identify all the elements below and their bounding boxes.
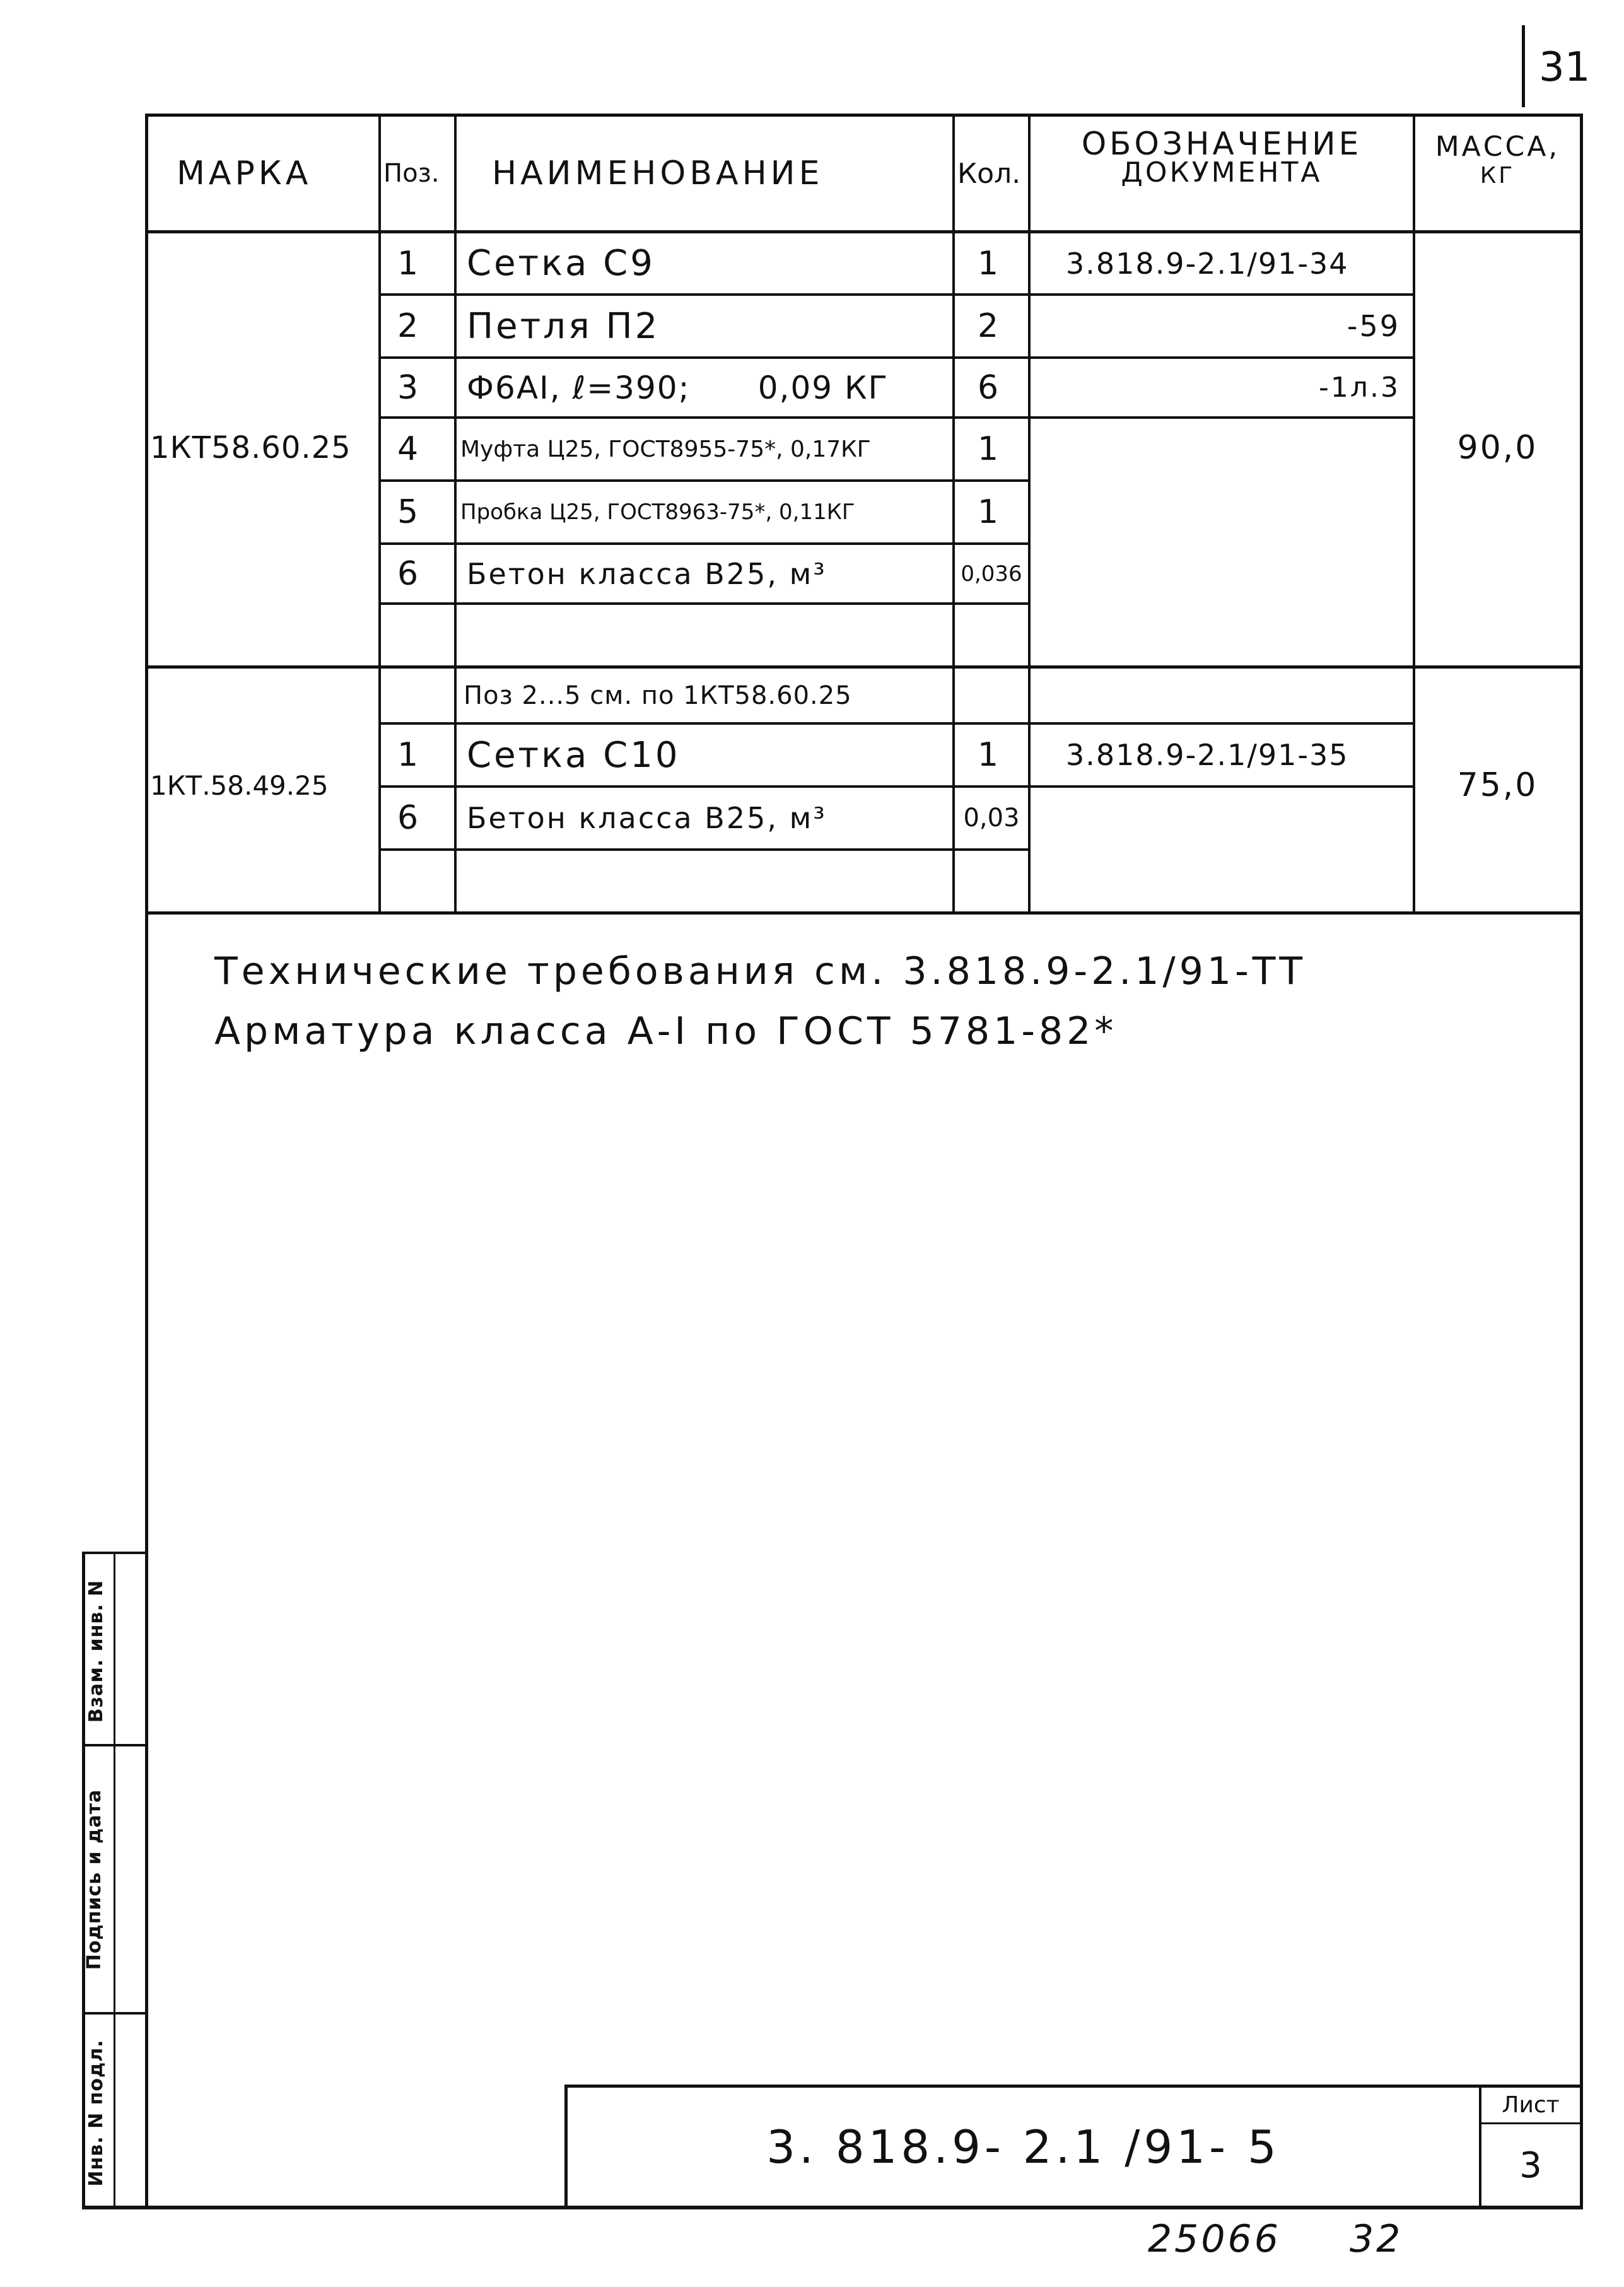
table-row-poz: 1 bbox=[397, 736, 421, 774]
header-name: НАИМЕНОВАНИЕ bbox=[492, 155, 824, 192]
notes-line-1: Технические требования см. 3.818.9-2.1/91-ТТ bbox=[214, 949, 1307, 993]
header-oboz bbox=[1031, 126, 1413, 189]
header-kol: Кол. bbox=[957, 157, 1021, 190]
table-row-poz: 3 bbox=[397, 368, 421, 407]
notes-line-2: Арматура класса А-I по ГОСТ 5781-82* bbox=[214, 1009, 1118, 1053]
table-row-name: Сетка С10 bbox=[467, 734, 681, 776]
table-row-kol: 1 bbox=[978, 430, 1001, 468]
table-row-kol: 1 bbox=[978, 493, 1001, 531]
table-row-name: Бетон класса В25, м³ bbox=[467, 801, 827, 835]
side-stamp-vzam-inv: Взам. инв. N bbox=[85, 1579, 107, 1723]
table-row-name: Петля П2 bbox=[467, 305, 660, 347]
header-marka: МАРКА bbox=[177, 155, 312, 192]
table-row-poz: 2 bbox=[397, 307, 421, 345]
table-row-poz: 5 bbox=[397, 493, 421, 531]
group2-massa: 75,0 bbox=[1457, 766, 1538, 804]
table-row-poz: 4 bbox=[397, 430, 421, 468]
table-row-name: Бетон класса В25, м³ bbox=[467, 556, 827, 591]
header-massa-line1: МАССА, bbox=[1435, 131, 1560, 163]
doc-code: 3. 818.9- 2.1 /91- 5 bbox=[766, 2120, 1280, 2173]
side-stamp-inv-podl: Инв. N подл. bbox=[85, 2039, 107, 2187]
table-row-poz: 1 bbox=[397, 244, 421, 283]
group1-massa: 90,0 bbox=[1457, 429, 1538, 467]
header-massa-line2: КГ bbox=[1480, 163, 1516, 189]
list-label: Лист bbox=[1502, 2092, 1560, 2118]
archive-number: 25066 bbox=[1148, 2217, 1281, 2261]
table-row-oboz: -1л.3 bbox=[1319, 371, 1400, 404]
table-row-oboz: 3.818.9-2.1/91-34 bbox=[1066, 246, 1349, 281]
table-row-kol: 1 bbox=[978, 244, 1001, 283]
table-row-name: Ф6АI, ℓ=390; 0,09 КГ bbox=[467, 369, 889, 406]
table-row-kol: 0,036 bbox=[961, 561, 1022, 587]
group1-marka: 1КТ58.60.25 bbox=[150, 430, 351, 465]
list-number: 3 bbox=[1519, 2144, 1542, 2186]
header-oboz-line2: ДОКУМЕНТА bbox=[1121, 156, 1323, 189]
header-oboz-line1: ОБОЗНАЧЕНИЕ bbox=[1081, 126, 1362, 162]
table-row-kol: 0,03 bbox=[963, 804, 1020, 833]
page-number-bottom: 32 bbox=[1350, 2217, 1403, 2261]
top-sheet-number: 31 bbox=[1539, 44, 1591, 91]
table-row-poz: 6 bbox=[397, 799, 421, 837]
table-row-poz: 6 bbox=[397, 554, 421, 593]
table-row-oboz: 3.818.9-2.1/91-35 bbox=[1066, 738, 1349, 772]
group2-marka: 1КТ.58.49.25 bbox=[150, 769, 329, 801]
table-row-oboz: -59 bbox=[1347, 309, 1400, 343]
table-row-kol: 1 bbox=[978, 736, 1001, 774]
table-row-kol: 6 bbox=[978, 368, 1001, 407]
table-row-name: Муфта Ц25, ГОСТ8955-75*, 0,17КГ bbox=[460, 436, 871, 462]
header-poz: Поз. bbox=[383, 159, 440, 188]
side-stamp-podpis-data: Подпись и дата bbox=[83, 1789, 105, 1970]
header-massa bbox=[1415, 132, 1580, 190]
table-row-name: Пробка Ц25, ГОСТ8963-75*, 0,11КГ bbox=[460, 500, 855, 525]
table-row-kol: 2 bbox=[978, 307, 1001, 345]
top-number-separator bbox=[1522, 25, 1525, 107]
group2-note: Поз 2...5 см. по 1КТ58.60.25 bbox=[464, 681, 852, 710]
table-row-name: Сетка С9 bbox=[467, 243, 655, 284]
